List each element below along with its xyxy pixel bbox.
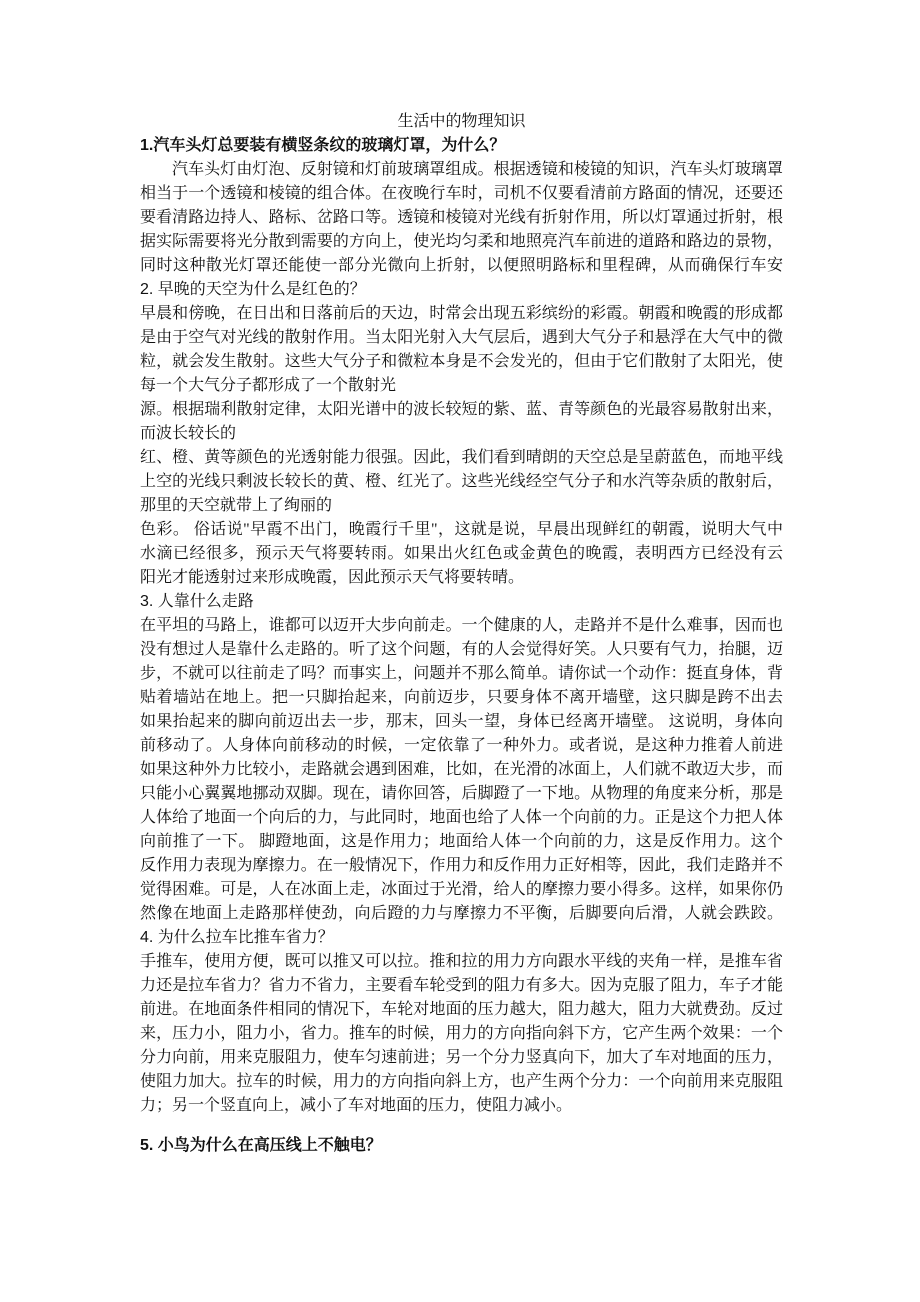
section-heading: 5. 小鸟为什么在高压线上不触电？ xyxy=(140,1137,382,1154)
paragraph-line: 前移动了。人身体向前移动的时候，一定依靠了一种外力。或者说，是这种力推着人前进 xyxy=(140,737,783,754)
section-heading: 1.汽车头灯总要装有横竖条纹的玻璃灯罩，为什么？ xyxy=(140,137,506,154)
paragraph-line: 人体给了地面一个向后的力，与此同时，地面也给了人体一个向前的力。正是这个力把人体 xyxy=(140,809,783,826)
paragraph-line: 据实际需要将光分散到需要的方向上，使光均匀柔和地照亮汽车前进的道路和路边的景物， xyxy=(140,233,783,250)
paragraph-line: 分力向前，用来克服阻力，使车匀速前进；另一个分力竖真向下，加大了车对地面的压力， xyxy=(140,1049,783,1066)
paragraph-line: 要看清路边持人、路标、岔路口等。透镜和棱镜对光线有折射作用，所以灯罩通过折射，根 xyxy=(140,209,783,226)
section-heading: 2. 早晚的天空为什么是红色的？ xyxy=(140,281,366,298)
section-2 xyxy=(140,278,783,590)
section-5 xyxy=(140,1134,783,1158)
paragraph-line: 水滴已经很多，预示天气将要转雨。如果出火红色或金黄色的晚霞，表明西方已经没有云 xyxy=(140,545,783,562)
paragraph-line: 是由于空气对光线的散射作用。当太阳光射入大气层后，遇到大气分子和悬浮在大气中的微 xyxy=(140,329,783,346)
paragraph-line: 没有想过人是靠什么走路的。听了这个问题，有的人会觉得好笑。人只要有气力，抬腿，迈 xyxy=(140,641,783,658)
paragraph-line: 汽车头灯由灯泡、反射镜和灯前玻璃罩组成。根据透镜和棱镜的知识，汽车头灯玻璃罩 xyxy=(172,161,783,178)
paragraph-line: 如果这种外力比较小，走路就会遇到困难，比如，在光滑的冰面上，人们就不敢迈大步，而 xyxy=(140,761,783,778)
paragraph-line: 粒，就会发生散射。这些大气分子和微粒本身是不会发光的，但由于它们散射了太阳光，使 xyxy=(140,353,783,370)
section-1 xyxy=(140,134,783,278)
document-body xyxy=(140,134,783,1158)
section-heading: 3. 人靠什么走路 xyxy=(140,593,254,610)
paragraph-line: 源。根据瑞利散射定律，太阳光谱中的波长较短的紫、蓝、青等颜色的光最容易散射出来， xyxy=(140,401,783,418)
paragraph-line: 力还是拉车省力？省力不省力，主要看车轮受到的阻力有多大。因为克服了阻力，车子才能 xyxy=(140,977,783,994)
paragraph-line: 步，不就可以往前走了吗？而事实上，问题并不那么简单。请你试一个动作：挺直身体，背 xyxy=(140,665,783,682)
paragraph-line: 前进。在地面条件相同的情况下，车轮对地面的压力越大，阻力越大，阻力大就费劲。反过 xyxy=(140,1001,783,1018)
paragraph-line: 而波长较长的 xyxy=(140,425,237,442)
paragraph-line: 如果抬起来的脚向前迈出去一步，那末，回头一望，身体已经离开墙壁。 这说明，身体向 xyxy=(140,713,783,730)
paragraph-line: 早晨和傍晚，在日出和日落前后的天边，时常会出现五彩缤纷的彩霞。朝霞和晚霞的形成都 xyxy=(140,305,783,322)
paragraph-line: 使阻力加大。拉车的时候，用力的方向指向斜上方，也产生两个分力：一个向前用来克服阻 xyxy=(140,1073,783,1090)
paragraph-line: 上空的光线只剩波长较长的黄、橙、红光了。这些光线经空气分子和水汽等杂质的散射后， xyxy=(140,473,783,490)
paragraph-line: 然像在地面上走路那样使劲，向后蹬的力与摩擦力不平衡，后脚要向后滑，人就会跌跤。 xyxy=(140,905,783,922)
paragraph-line: 只能小心翼翼地挪动双脚。现在，请你回答，后脚蹬了一下地。从物理的角度来分析，那是 xyxy=(140,785,783,802)
paragraph-line: 红、橙、黄等颜色的光透射能力很强。因此，我们看到晴朗的天空总是呈蔚蓝色，而地平线 xyxy=(140,449,783,466)
document-page xyxy=(140,110,783,1158)
paragraph-line: 在平坦的马路上，谁都可以迈开大步向前走。一个健康的人，走路并不是什么难事，因而也 xyxy=(140,617,783,634)
section-heading: 4. 为什么拉车比推车省力？ xyxy=(140,929,334,946)
paragraph-line: 手推车，使用方便，既可以推又可以拉。推和拉的用力方向跟水平线的夹角一样，是推车省 xyxy=(140,953,783,970)
paragraph-line: 力；另一个竖直向上，减小了车对地面的压力，使阻力减小。 xyxy=(140,1097,573,1114)
paragraph-line: 色彩。 俗话说"早霞不出门，晚霞行千里"，这就是说，早晨出现鲜红的朝霞，说明大气中 xyxy=(140,521,783,538)
paragraph-line: 来，压力小，阻力小，省力。推车的时候，用力的方向指向斜下方，它产生两个效果：一个 xyxy=(140,1025,783,1042)
document-title: 生活中的物理知识 xyxy=(397,113,526,130)
paragraph-line: 同时这种散光灯罩还能使一部分光微向上折射，以便照明路标和里程碑，从而确保行车安 xyxy=(140,257,783,274)
paragraph-line: 每一个大气分子都形成了一个散射光 xyxy=(140,377,397,394)
section-4 xyxy=(140,926,783,1118)
paragraph-line: 阳光才能透射过来形成晚霞，因此预示天气将要转晴。 xyxy=(140,569,525,586)
paragraph-line: 相当于一个透镜和棱镜的组合体。在夜晚行车时，司机不仅要看清前方路面的情况，还要还 xyxy=(140,185,783,202)
paragraph-line: 那里的天空就带上了绚丽的 xyxy=(140,497,333,514)
paragraph-line: 向前推了一下。 脚蹬地面，这是作用力；地面给人体一个向前的力，这是反作用力。这个 xyxy=(140,833,783,850)
paragraph-line: 觉得困难。可是，人在冰面上走，冰面过于光滑，给人的摩擦力要小得多。这样，如果你仍 xyxy=(140,881,783,898)
paragraph-line: 反作用力表现为摩擦力。在一般情况下，作用力和反作用力正好相等，因此，我们走路并不 xyxy=(140,857,783,874)
section-3 xyxy=(140,590,783,926)
paragraph-line: 贴着墙站在地上。把一只脚抬起来，向前迈步，只要身体不离开墙壁，这只脚是跨不出去 xyxy=(140,689,783,706)
